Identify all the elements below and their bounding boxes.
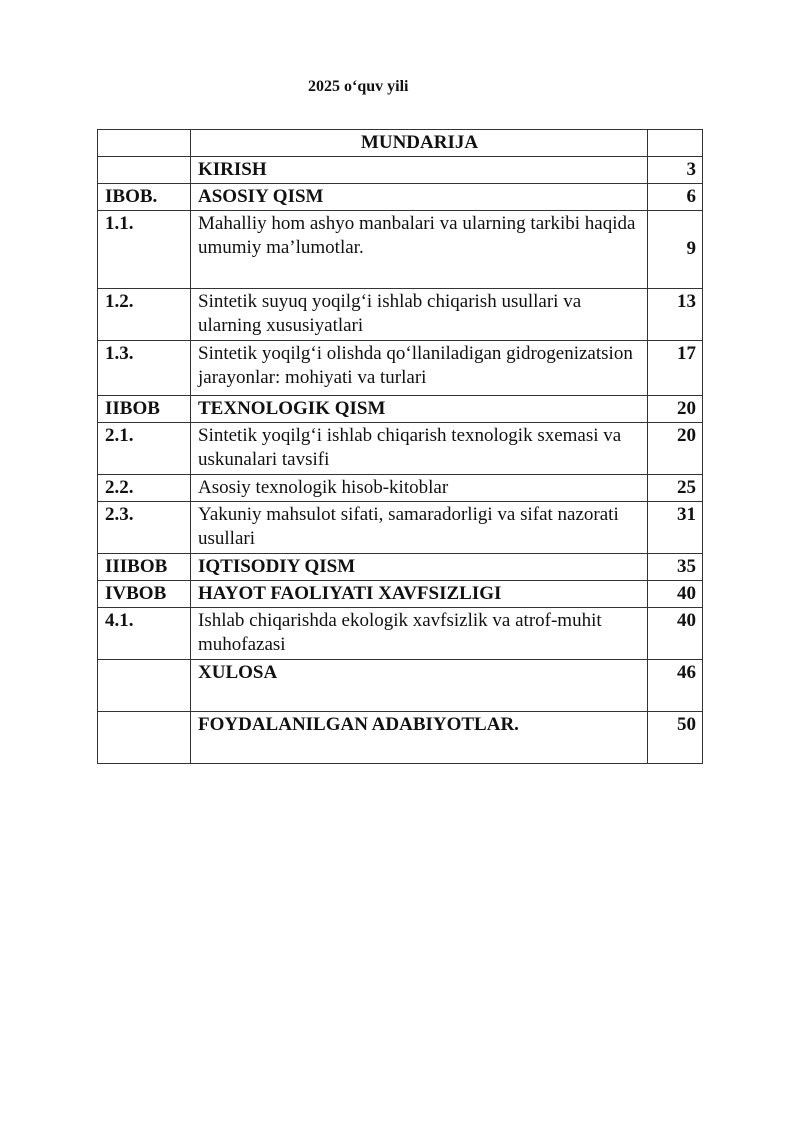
toc-row-number: 4.1.: [98, 608, 191, 660]
toc-row-number: [98, 660, 191, 712]
toc-row-number: IIIBOB: [98, 554, 191, 581]
toc-row-number: 2.2.: [98, 475, 191, 502]
toc-row-title: Sintetik yoqilg‘i olishda qo‘llaniladigan gidrogenizatsion jarayonlar: mohiyati va turlari: [191, 341, 648, 396]
toc-row-page: 20: [648, 423, 703, 475]
toc-row-title: Yakuniy mahsulot sifati, samaradorligi va sifat nazorati usullari: [191, 502, 648, 554]
toc-header-num-cell: [98, 130, 191, 157]
toc-row-title: Sintetik yoqilg‘i ishlab chiqarish texnologik sxemasi va uskunalari tavsifi: [191, 423, 648, 475]
toc-row-page: 6: [648, 184, 703, 211]
toc-row-page: 50: [648, 712, 703, 764]
toc-row: [98, 712, 703, 764]
academic-year-line: 2025 o‘quv yili: [308, 78, 409, 95]
toc-row-page: 46: [648, 660, 703, 712]
toc-row: [98, 502, 703, 554]
toc-row-title: KIRISH: [191, 157, 648, 184]
toc-row-title: HAYOT FAOLIYATI XAVFSIZLIGI: [191, 581, 648, 608]
toc-row: [98, 423, 703, 475]
toc-row-page: 40: [648, 581, 703, 608]
toc-header-page-cell: [648, 130, 703, 157]
toc-row-page: 3: [648, 157, 703, 184]
toc-row: [98, 211, 703, 289]
toc-row-number: 1.2.: [98, 289, 191, 341]
toc-row-number: IBOB.: [98, 184, 191, 211]
toc-row: [98, 581, 703, 608]
toc-row: [98, 396, 703, 423]
toc-row: [98, 157, 703, 184]
toc-row-title: Asosiy texnologik hisob-kitoblar: [191, 475, 648, 502]
toc-row-title: TEXNOLOGIK QISM: [191, 396, 648, 423]
toc-row-title: Mahalliy hom ashyo manbalari va ularning tarkibi haqida umumiy ma’lumotlar.: [191, 211, 648, 289]
toc-header-row: [98, 130, 703, 157]
toc-row-page: 35: [648, 554, 703, 581]
toc-row-title: ASOSIY QISM: [191, 184, 648, 211]
toc-row-number: 2.1.: [98, 423, 191, 475]
toc-row: [98, 608, 703, 660]
toc-row-title: IQTISODIY QISM: [191, 554, 648, 581]
toc-row-number: [98, 712, 191, 764]
toc-row-page: 31: [648, 502, 703, 554]
toc-row-number: IIBOB: [98, 396, 191, 423]
toc-row-number: IVBOB: [98, 581, 191, 608]
table-of-contents: [97, 129, 703, 764]
toc-row: [98, 341, 703, 396]
toc-row-page: 17: [648, 341, 703, 396]
toc-row-page: 13: [648, 289, 703, 341]
toc-row-number: 1.3.: [98, 341, 191, 396]
toc-row: [98, 660, 703, 712]
toc-row-page: 40: [648, 608, 703, 660]
toc-row-title: FOYDALANILGAN ADABIYOTLAR.: [191, 712, 648, 764]
toc-row-number: 1.1.: [98, 211, 191, 289]
toc-row: [98, 289, 703, 341]
toc-row-number: 2.3.: [98, 502, 191, 554]
toc-row-page: 25: [648, 475, 703, 502]
toc-row: [98, 184, 703, 211]
toc-row-title: XULOSA: [191, 660, 648, 712]
toc-row-page: 20: [648, 396, 703, 423]
toc-row: [98, 475, 703, 502]
toc-title: MUNDARIJA: [191, 130, 648, 157]
toc-row-title: Ishlab chiqarishda ekologik xavfsizlik va atrof-muhit muhofazasi: [191, 608, 648, 660]
toc-row: [98, 554, 703, 581]
toc-row-page: 9: [648, 211, 703, 289]
toc-row-number: [98, 157, 191, 184]
toc-row-title: Sintetik suyuq yoqilg‘i ishlab chiqarish usullari va ularning xususiyatlari: [191, 289, 648, 341]
